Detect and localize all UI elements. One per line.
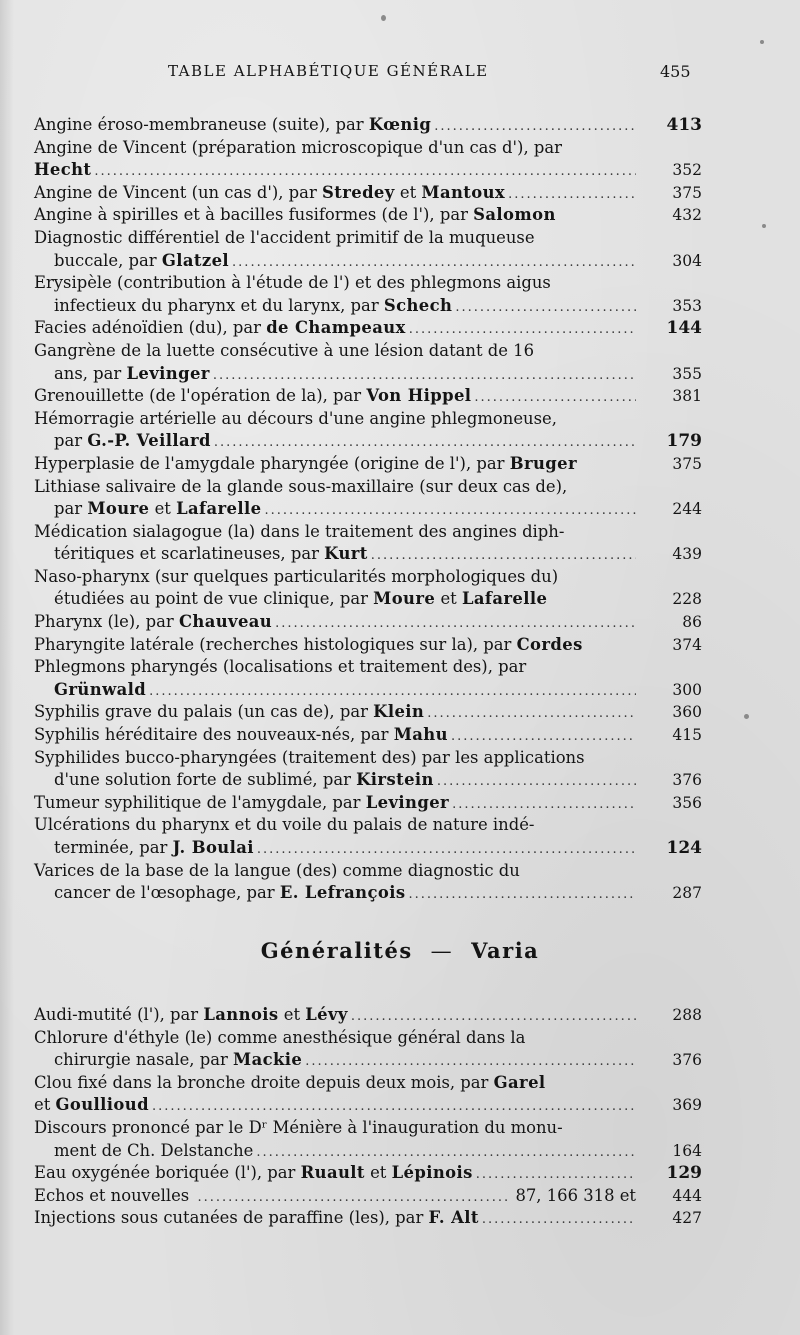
author-name: Mackie: [233, 1050, 303, 1070]
author-name: Lépinois: [391, 1163, 473, 1183]
entry-text: Hémorragie artérielle au décours d'une angine phlegmoneuse,: [34, 408, 557, 428]
index-entry: [34, 204, 710, 227]
index-entry: [34, 227, 710, 272]
entry-line: [34, 408, 636, 431]
author-name: Klein: [373, 702, 425, 722]
entry-text: Angine à spirilles et à bacilles fusiformes (de l'), par: [34, 205, 474, 225]
index-entry: [34, 340, 710, 385]
entry-text: ment de Ch. Delstanche: [54, 1140, 254, 1160]
entry-line: [34, 137, 636, 160]
dot-leader: [371, 545, 636, 568]
entry-line: [34, 182, 636, 205]
index-entry: [34, 747, 710, 792]
entry-line: [34, 476, 636, 499]
entry-text: Pharyngite latérale (recherches histologiques sur la), par: [34, 634, 517, 654]
entry-page-number: 129: [666, 1163, 702, 1184]
index-entry: [34, 408, 710, 453]
entry-text: Chlorure d'éthyle (le) comme anesthésique général dans la: [34, 1027, 526, 1047]
dot-leader: [94, 161, 636, 184]
entry-page-number: 124: [666, 838, 702, 858]
entry-line: [34, 1140, 636, 1163]
index-entry: [34, 566, 710, 611]
paper-speck: [760, 40, 764, 44]
index-entry: [34, 634, 710, 657]
entry-text: téritiques et scarlatineuses, par: [54, 544, 325, 564]
author-name: Kœnig: [368, 115, 432, 134]
entry-text: Echos et nouvelles: [34, 1185, 195, 1205]
author-name: J. Boulai: [172, 838, 254, 857]
entry-page-number: 86: [682, 613, 702, 632]
paper-speck: [381, 15, 386, 21]
entry-line: [34, 204, 636, 227]
entry-text: Audi-mutité (l'), par: [34, 1005, 204, 1024]
author-name: Stredey: [322, 182, 395, 202]
entry-line: [34, 1004, 636, 1027]
dot-leader: [256, 1142, 636, 1165]
entry-text: buccale, par: [54, 250, 162, 270]
dot-leader: [437, 771, 636, 794]
author-name: Grünwald: [54, 679, 147, 699]
index-section-main: [34, 114, 710, 905]
author-name: Glatzel: [161, 250, 230, 270]
dot-leader: [351, 1006, 636, 1029]
dot-leader: [152, 1096, 636, 1119]
entry-text: Lithiase salivaire de la glande sous-maxillaire (sur deux cas de),: [34, 476, 568, 496]
entry-text: Varices de la base de la langue (des) comme diagnostic du: [34, 860, 520, 880]
entry-text: Pharynx (le), par: [34, 612, 179, 632]
dot-leader: [482, 1209, 636, 1232]
entry-page-number: 369: [672, 1096, 702, 1115]
author-name: Goullioud: [55, 1095, 149, 1115]
entry-text: Discours prononcé par le Dʳ Ménière à l'inauguration du monu-: [34, 1117, 563, 1137]
entry-text: Hyperplasie de l'amygdale pharyngée (origine de l'), par: [34, 453, 510, 473]
author-name: Von Hippel: [366, 386, 472, 406]
entry-line: [34, 543, 636, 566]
entry-line: [34, 1117, 636, 1140]
entry-text: Facies adénoïdien (du), par: [34, 318, 267, 338]
entry-text: infectieux du pharynx et du larynx, par: [54, 295, 384, 315]
dot-leader: [434, 116, 636, 139]
dot-leader: [305, 1051, 636, 1074]
author-name: Cordes: [516, 634, 583, 654]
entry-text: chirurgie nasale, par: [54, 1050, 234, 1070]
index-entry: [34, 476, 710, 521]
index-entry: [34, 792, 710, 815]
entry-page-number: 355: [672, 364, 702, 383]
index-entry: [34, 385, 710, 408]
page-header: [0, 62, 800, 86]
page-refs: 87, 166 318 et: [515, 1185, 636, 1205]
entry-page-number: 164: [672, 1141, 702, 1160]
author-name: Lévy: [305, 1005, 348, 1024]
dot-leader: [264, 500, 636, 523]
entry-page-number: 287: [672, 884, 702, 903]
entry-text: par: [54, 431, 88, 451]
dot-leader: [275, 613, 636, 636]
entry-page-number: 179: [666, 431, 702, 452]
entry-line: [34, 295, 636, 318]
entry-page-number: 375: [672, 183, 702, 202]
entry-line: [34, 566, 636, 589]
index-entry: [34, 114, 710, 137]
dot-leader: [451, 726, 636, 749]
entry-line: [34, 340, 636, 363]
author-name: Ruault: [300, 1163, 365, 1183]
author-name: Moure: [87, 499, 150, 519]
index-section-generalites: [34, 1004, 710, 1230]
entry-page-number: 375: [672, 454, 702, 473]
entry-text: et: [278, 1005, 306, 1024]
author-name: Lannois: [203, 1005, 279, 1024]
entry-page-number: 376: [672, 1051, 702, 1070]
entry-page-number: 374: [672, 635, 702, 654]
entry-page-number: 144: [666, 318, 702, 339]
entry-text: Angine de Vincent (préparation microscopique d'un cas d'), par: [34, 137, 562, 157]
entry-text: Clou fixé dans la bronche droite depuis deux mois, par: [34, 1072, 494, 1092]
index-entry: [34, 182, 710, 205]
dot-leader: [197, 1187, 511, 1210]
author-name: Mantoux: [421, 182, 506, 202]
index-entry: [34, 137, 710, 182]
entry-text: et: [394, 182, 422, 202]
index-entry: [34, 1162, 710, 1185]
index-entry: [34, 521, 710, 566]
entry-line: [34, 588, 636, 611]
entry-text: et: [435, 589, 462, 609]
dot-leader: [508, 184, 636, 207]
entry-line: [34, 769, 636, 792]
entry-text: et: [34, 1095, 56, 1115]
dot-leader: [476, 1164, 636, 1187]
running-title: TABLE ALPHABÉTIQUE GÉNÉRALE: [168, 62, 489, 80]
entry-page-number: 415: [672, 726, 702, 745]
entry-text: étudiées au point de vue clinique, par: [54, 589, 374, 609]
entry-line: [34, 363, 636, 386]
index-entry: [34, 860, 710, 905]
index-entry: [34, 272, 710, 317]
entry-page-number: 444: [672, 1186, 702, 1205]
entry-line: [34, 1207, 636, 1230]
entry-line: [34, 860, 636, 883]
index-entry: [34, 656, 710, 701]
dot-leader: [452, 794, 636, 817]
entry-line: [34, 317, 636, 340]
author-name: E. Lefrançois: [279, 883, 406, 903]
author-name: Levinger: [126, 363, 210, 383]
entry-text: Phlegmons pharyngés (localisations et traitement des), par: [34, 657, 527, 677]
paper-speck: [744, 714, 749, 719]
entry-text: Ulcérations du pharynx et du voile du palais de nature indé-: [34, 815, 535, 835]
entry-line: [34, 521, 636, 544]
section-heading-right: Varia: [471, 938, 540, 963]
entry-text: Syphilides bucco-pharyngées (traitement des) par les applications: [34, 747, 585, 767]
entry-line: [34, 1162, 636, 1185]
author-name: Kirstein: [356, 770, 434, 790]
entry-text: et: [149, 499, 177, 519]
author-name: G.-P. Veillard: [87, 431, 211, 451]
entry-line: [34, 453, 636, 476]
dot-leader: [214, 432, 636, 455]
author-name: Mahu: [393, 725, 448, 745]
index-entry: [34, 724, 710, 747]
entry-text: Grenouillette (de l'opération de la), par: [34, 386, 367, 406]
entry-line: [34, 1094, 636, 1117]
entry-page-number: 300: [672, 680, 702, 699]
entry-page-number: 427: [672, 1209, 702, 1228]
entry-page-number: 356: [672, 793, 702, 812]
entry-line: [34, 430, 636, 453]
dot-leader: [257, 839, 636, 862]
author-name: Lafarelle: [461, 589, 548, 609]
entry-line: [34, 498, 636, 521]
author-name: Levinger: [365, 792, 450, 812]
author-name: F. Alt: [428, 1208, 479, 1228]
index-entry: [34, 1072, 710, 1117]
entry-text: par: [54, 499, 88, 519]
entry-line: [34, 679, 636, 702]
entry-line: [34, 792, 636, 815]
dot-leader: [213, 365, 636, 388]
section-heading: [0, 938, 800, 963]
index-entry: [34, 1004, 710, 1027]
entry-line: [34, 837, 636, 860]
dot-leader: [455, 297, 636, 320]
author-name: Bruger: [509, 453, 578, 473]
entry-text: terminée, par: [54, 838, 173, 857]
paper-speck: [762, 224, 766, 228]
entry-text: Naso-pharynx (sur quelques particularités morphologiques du): [34, 566, 559, 586]
index-entry: [34, 1185, 710, 1208]
entry-text: Gangrène de la luette consécutive à une lésion datant de 16: [34, 340, 535, 360]
entry-text: Eau oxygénée boriquée (l'), par: [34, 1163, 301, 1183]
entry-line: [34, 250, 636, 273]
entry-page-number: 288: [672, 1006, 702, 1024]
index-entry: [34, 701, 710, 724]
entry-page-number: 353: [672, 296, 702, 315]
entry-text: Injections sous cutanées de paraffine (les), par: [34, 1208, 429, 1228]
entry-line: [34, 814, 636, 837]
page-number: 455: [660, 62, 691, 81]
author-name: Moure: [373, 589, 436, 609]
entry-text: d'une solution forte de sublimé, par: [54, 770, 357, 790]
entry-text: Diagnostic différentiel de l'accident primitif de la muqueuse: [34, 227, 535, 247]
dot-leader: [427, 703, 636, 726]
entry-page-number: 413: [666, 115, 702, 135]
entry-page-number: 439: [672, 545, 702, 564]
index-entry: [34, 1207, 710, 1230]
section-heading-left: Généralités: [260, 938, 413, 963]
index-entry: [34, 453, 710, 476]
entry-page-number: 381: [672, 387, 702, 406]
entry-line: [34, 882, 636, 905]
entry-text: et: [364, 1163, 392, 1183]
entry-page-number: 376: [672, 771, 702, 790]
index-entry: [34, 814, 710, 859]
entry-line: [34, 724, 636, 747]
entry-text: Erysipèle (contribution à l'étude de l') et des phlegmons aigus: [34, 273, 551, 293]
section-heading-dash: —: [430, 939, 454, 963]
author-name: Chauveau: [178, 612, 273, 632]
entry-line: [34, 747, 636, 770]
dot-leader: [474, 387, 636, 410]
author-name: Lafarelle: [176, 499, 262, 519]
dot-leader: [409, 319, 636, 342]
entry-text: ans, par: [54, 363, 127, 383]
index-entry: [34, 1117, 710, 1162]
entry-page-number: 228: [672, 590, 702, 609]
author-name: Kurt: [324, 544, 368, 564]
entry-line: [34, 1185, 636, 1208]
entry-page-number: 432: [672, 206, 702, 225]
entry-text: cancer de l'œsophage, par: [54, 883, 280, 903]
entry-line: [34, 611, 636, 634]
entry-line: [34, 114, 636, 137]
entry-page-number: 244: [672, 500, 702, 519]
entry-line: [34, 1072, 636, 1095]
entry-text: Syphilis grave du palais (un cas de), par: [34, 702, 374, 722]
entry-line: [34, 1049, 636, 1072]
entry-page-number: 352: [672, 161, 702, 180]
author-name: de Champeaux: [266, 318, 406, 338]
entry-line: [34, 159, 636, 182]
entry-text: Syphilis héréditaire des nouveaux-nés, par: [34, 725, 394, 745]
index-entry: [34, 317, 710, 340]
author-name: Schech: [383, 295, 453, 315]
author-name: Salomon: [473, 205, 556, 225]
entry-text: Angine éroso-membraneuse (suite), par: [34, 115, 369, 134]
entry-line: [34, 1027, 636, 1050]
entry-page-number: 360: [672, 703, 702, 722]
dot-leader: [232, 252, 636, 275]
entry-line: [34, 385, 636, 408]
entry-line: [34, 701, 636, 724]
entry-line: [34, 272, 636, 295]
entry-line: [34, 227, 636, 250]
dot-leader: [408, 884, 636, 907]
entry-line: [34, 634, 636, 657]
index-entry: [34, 1027, 710, 1072]
index-entry: [34, 611, 710, 634]
author-name: Garel: [493, 1072, 546, 1092]
entry-text: Tumeur syphilitique de l'amygdale, par: [34, 792, 366, 812]
author-name: Hecht: [34, 160, 92, 180]
entry-text: Médication sialagogue (la) dans le traitement des angines diph-: [34, 521, 565, 541]
entry-page-number: 304: [672, 251, 702, 270]
dot-leader: [149, 681, 636, 704]
entry-line: [34, 656, 636, 679]
entry-text: Angine de Vincent (un cas d'), par: [34, 182, 322, 202]
